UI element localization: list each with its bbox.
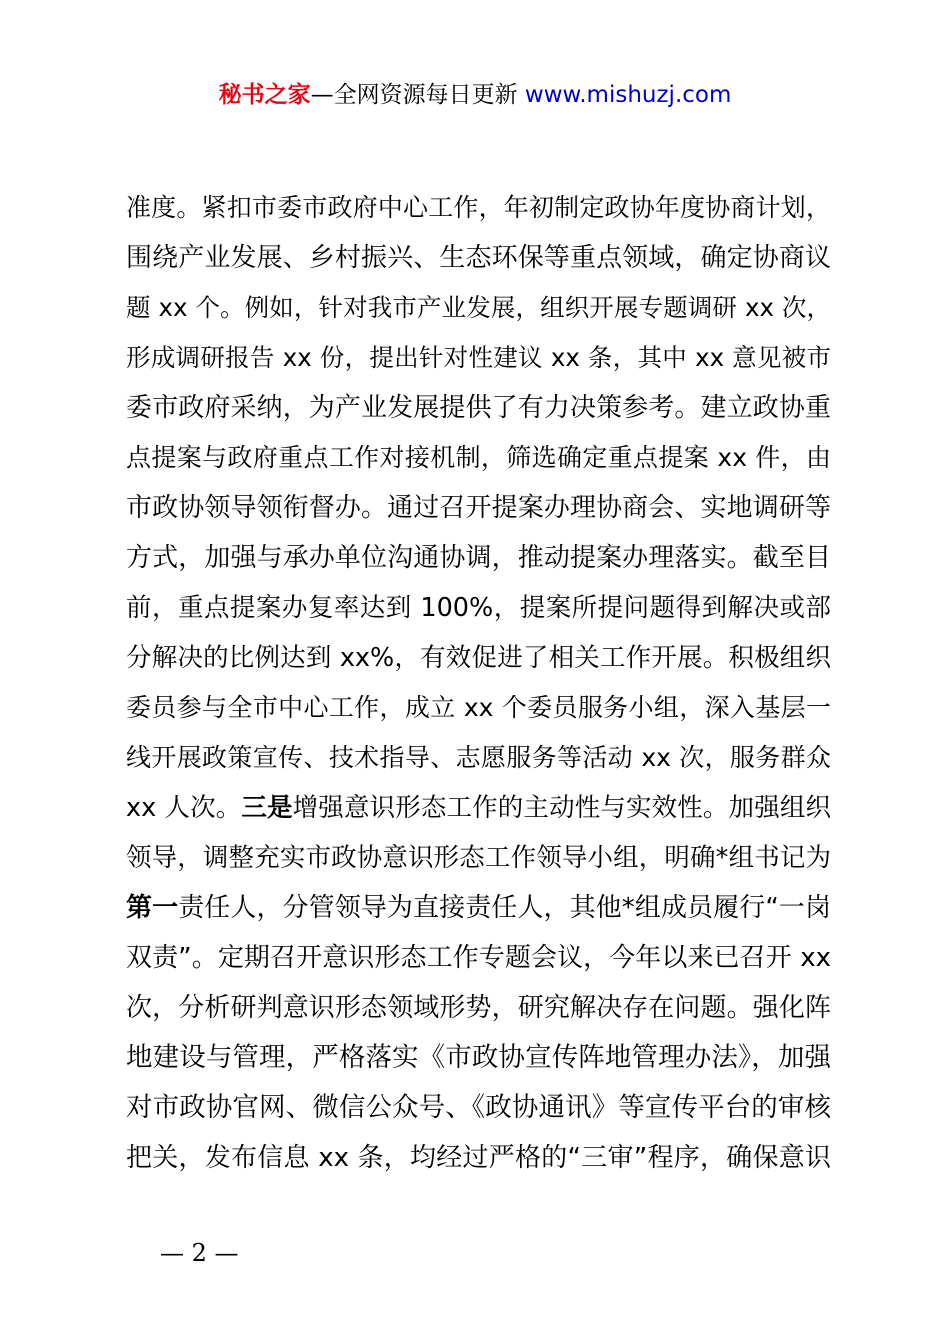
text-line: [126, 283, 831, 333]
brand-name: 秘书之家: [218, 82, 311, 108]
text-segment: 地建设与管理，严格落实《市政协宣传阵地管理办法》，加强: [126, 1042, 831, 1073]
text-line: [126, 933, 831, 983]
bold-heading-marker: 三是: [241, 793, 293, 823]
text-segment: 围绕产业发展、乡村振兴、生态环保等重点领域，确定协商议: [126, 243, 831, 273]
text-segment: 把关，发布信息 xx 条，均经过严格的“三审”程序，确保意识: [126, 1143, 831, 1173]
text-line: [126, 1033, 831, 1083]
page-number: — 2 —: [160, 1239, 239, 1267]
text-segment: 次，分析研判意识形态领域形势，研究解决存在问题。强化阵: [126, 993, 831, 1023]
text-segment: 双责”。定期召开意识形态工作专题会议，今年以来已召开 xx: [126, 943, 831, 973]
text-line: [126, 433, 831, 483]
text-segment: 点提案与政府重点工作对接机制，筛选确定重点提案 xx 件，由: [126, 443, 831, 472]
text-segment: 分解决的比例达到 xx%，有效促进了相关工作开展。积极组织: [126, 643, 831, 673]
document-body: [126, 183, 831, 1183]
header-dash: —: [310, 82, 334, 108]
text-segment: 前，重点提案办复率达到 100%，提案所提问题得到解决或部: [126, 593, 831, 623]
text-line: [126, 583, 831, 633]
text-segment: 准度。紧扣市委市政府中心工作，年初制定政协年度协商计划，: [126, 193, 831, 222]
text-line: [126, 733, 831, 783]
text-line: [126, 883, 831, 933]
text-segment: 委市政府采纳，为产业发展提供了有力决策参考。建立政协重: [126, 393, 831, 423]
text-line: [126, 483, 831, 533]
text-line: [126, 183, 831, 233]
text-line: [126, 233, 831, 283]
text-line: [126, 633, 831, 683]
text-line: [126, 1083, 831, 1133]
text-segment: 题 xx 个。例如，针对我市产业发展，组织开展专题调研 xx 次，: [126, 293, 831, 322]
text-line: [126, 983, 831, 1033]
text-segment: 责任人，分管领导为直接责任人，其他*组成员履行“一岗: [178, 893, 831, 923]
text-segment: 线开展政策宣传、技术指导、志愿服务等活动 xx 次，服务群众: [126, 743, 831, 772]
text-line: [126, 683, 831, 733]
text-segment: 形成调研报告 xx 份，提出针对性建议 xx 条，其中 xx 意见被市: [126, 343, 831, 372]
text-line: [126, 533, 831, 583]
text-segment: 市政协领导领衔督办。通过召开提案办理协商会、实地调研等: [126, 493, 831, 523]
text-line: [126, 383, 831, 433]
site-url-link[interactable]: www.mishuzj.com: [524, 82, 732, 108]
site-header: [0, 78, 950, 112]
text-segment: 对市政协官网、微信公众号、《政协通讯》等宣传平台的审核: [126, 1092, 831, 1123]
text-segment: 增强意识形态工作的主动性与实效性。加强组织: [292, 793, 831, 823]
text-segment: 领导，调整充实市政协意识形态工作领导小组，明确*组书记为: [126, 843, 831, 873]
text-segment: 方式，加强与承办单位沟通协调，推动提案办理落实。截至目: [126, 543, 831, 573]
text-segment: xx 人次。: [126, 793, 242, 823]
bold-emphasis: 第一: [126, 893, 179, 923]
header-tagline: 全网资源每日更新: [333, 82, 518, 108]
text-line: [126, 333, 831, 383]
text-segment: 委员参与全市中心工作，成立 xx 个委员服务小组，深入基层一: [126, 693, 831, 722]
text-line: [126, 783, 831, 833]
text-line: [126, 1133, 831, 1183]
text-line: [126, 833, 831, 883]
